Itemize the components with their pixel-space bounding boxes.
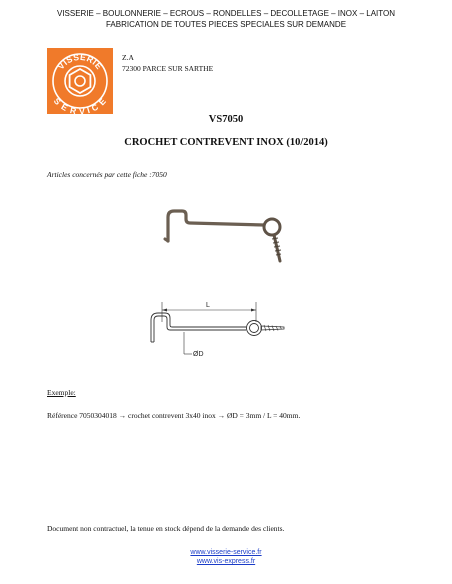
header-line-1: VISSERIE – BOULONNERIE – ECROUS – RONDELLES – DECOLLETAGE – INOX – LAITON bbox=[56, 9, 396, 18]
disclaimer-text: Document non contractuel, la tenue en stock dépend de la demande des clients. bbox=[47, 524, 285, 533]
technical-drawing-graphic bbox=[138, 296, 288, 368]
product-reference: VS7050 bbox=[208, 114, 244, 125]
page-footer bbox=[0, 548, 452, 566]
hook-body bbox=[168, 211, 264, 241]
articles-concerned: Articles concernés par cette fiche :7050 bbox=[47, 170, 167, 179]
header-line-2: FABRICATION DE TOUTES PIECES SPECIALES SUR DEMANDE bbox=[105, 20, 347, 29]
technical-drawing bbox=[138, 296, 288, 368]
hook-outline-inner bbox=[151, 313, 246, 342]
footer-link-visserie-service[interactable]: www.visserie-service.fr bbox=[190, 549, 262, 556]
company-address bbox=[122, 52, 213, 74]
product-title: CROCHET CONTREVENT INOX (10/2014) bbox=[124, 137, 328, 148]
length-label: L bbox=[206, 302, 210, 309]
page-header bbox=[0, 8, 452, 30]
hook-photo-graphic bbox=[152, 203, 302, 265]
visserie-service-logo bbox=[47, 48, 113, 114]
hook-tip bbox=[165, 239, 168, 241]
hook-outline-outer bbox=[154, 316, 246, 342]
logo-graphic bbox=[47, 48, 113, 114]
logo-text-bottom: SERVICE bbox=[51, 95, 109, 114]
eye-inner bbox=[250, 324, 259, 333]
eye-outer bbox=[247, 321, 262, 336]
address-line-2: 72300 PARCE SUR SARTHE bbox=[122, 64, 214, 73]
footer-link-vis-express[interactable]: www.vis-express.fr bbox=[196, 558, 256, 565]
dim-arrow-left bbox=[162, 309, 167, 312]
example-label: Exemple: bbox=[47, 388, 76, 397]
product-photo bbox=[152, 203, 302, 265]
eye-ring bbox=[264, 219, 280, 235]
example-text: Référence 7050304018 → crochet contrevent 3x40 inox → ØD = 3mm / L = 40mm. bbox=[47, 411, 301, 420]
logo-text-top: VISSERIE bbox=[55, 51, 105, 72]
address-line-1: Z.A bbox=[122, 53, 134, 62]
diameter-label: ØD bbox=[193, 351, 204, 358]
dim-arrow-right bbox=[251, 309, 256, 312]
